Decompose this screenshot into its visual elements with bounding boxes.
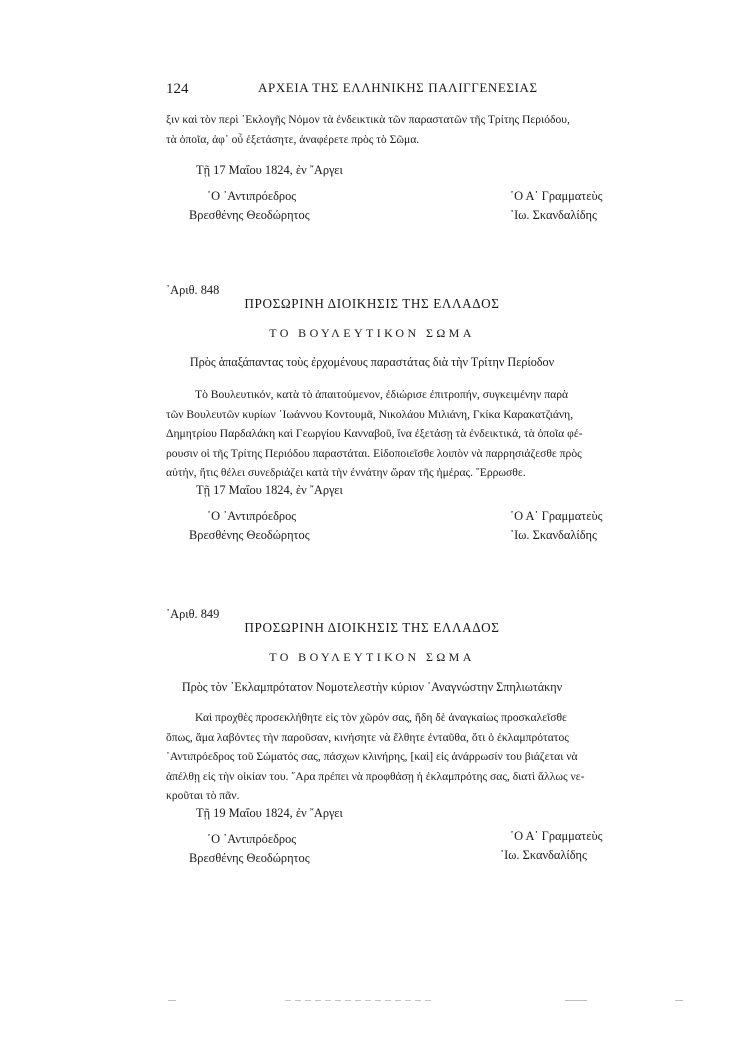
paragraph-line: τῶν Βουλευτῶν κυρίων ᾿Ιωάννου Κοντουμᾶ, Νικολάου Μιλιάνη, Γκίκα Καρακατζιάνη, <box>166 407 574 421</box>
intro-date: Τῇ 17 Μαΐου 1824, ἐν ῎Αργει <box>196 163 343 177</box>
paragraph-line: κροῦται τὸ πᾶν. <box>166 789 240 802</box>
paragraph-line: Καὶ προχθὲς προσεκλήθητε εἰς τὸν χῶρόν σας, ἤδη δὲ ἀναγκαίως προσκαλεῖσθε <box>195 711 567 724</box>
paragraph-line: ξιν καὶ τὸν περὶ ᾿Εκλογῆς Νόμον τὰ ἐνδεικτικὰ τῶν παραστατῶν τῆς Τρίτης Περιόδου, <box>166 113 570 126</box>
scan-mark <box>675 1000 683 1001</box>
doc-849-sig-left-name: Βρεσθένης Θεοδώρητος <box>189 851 310 865</box>
doc-849-subheading: ΤΟ ΒΟΥΛΕΥΤΙΚΟΝ ΣΩΜΑ <box>269 650 475 664</box>
doc-848-number: ᾿Αριθ. 848 <box>166 283 220 297</box>
paragraph-line: τὰ ὁποῖα, ἀφ᾿ οὗ ἐξετάσητε, ἀναφέρετε πρὸς τὸ Σῶμα. <box>166 132 420 146</box>
doc-849-sig-right-name: ᾿Ιω. Σκανδαλίδης <box>500 848 587 862</box>
running-title: ΑΡΧΕΙΑ ΤΗΣ ΕΛΛΗΝΙΚΗΣ ΠΑΛΙΓΓΕΝΕΣΙΑΣ <box>258 80 538 95</box>
paragraph-line: ἀπέλθῃ εἰς τὴν οἰκίαν του. ῎Αρα πρέπει νὰ προφθάσῃ ἡ ἐκλαμπρότης σας, διατὶ ἄλλως νε- <box>166 769 585 783</box>
doc-848-subheading: ΤΟ ΒΟΥΛΕΥΤΙΚΟΝ ΣΩΜΑ <box>269 326 475 340</box>
doc-848-sig-left-title: ῾Ο ᾿Αντιπρόεδρος <box>207 509 297 523</box>
intro-paragraph <box>166 110 583 149</box>
doc-849-date: Τῇ 19 Μαΐου 1824, ἐν ῎Αργει <box>196 806 343 820</box>
intro-sig-left-name: Βρεσθένης Θεοδώρητος <box>189 208 310 222</box>
doc-848-sig-right-title: ῾Ο Α᾿ Γραμματεὺς <box>510 509 603 523</box>
paragraph-line: ρουσιν οἱ τῆς Τρίτης Περιόδου παραστάται. Εἰδοποιεῖσθε λοιπὸν νὰ παρρησιάζεσθε πρὸς <box>166 446 582 460</box>
doc-848-sig-right-name: ᾿Ιω. Σκανδαλίδης <box>510 528 597 542</box>
paragraph-line: ᾿Αντιπρόεδρος τοῦ Σώματός σας, πάσχων κλινήρης, [καὶ] εἰς ἀνάρρωσίν του βιάζεται νὰ <box>166 750 578 763</box>
doc-849-number: ᾿Αριθ. 849 <box>166 607 220 621</box>
doc-849-heading: ΠΡΟΣΩΡΙΝΗ ΔΙΟΙΚΗΣΙΣ ΤΗΣ ΕΛΛΑΔΟΣ <box>244 620 500 635</box>
scan-mark <box>168 1000 176 1001</box>
paragraph-line: ὅπως, ἅμα λαβόντες τὴν παροῦσαν, κινήσητε νὰ ἔλθητε ἐνταῦθα, ὅτι ὁ ἐκλαμπρότατος <box>166 730 569 744</box>
doc-849-body <box>166 708 584 806</box>
doc-849-address: Πρὸς τὸν ᾿Εκλαμπρότατον Νομοτελεστὴν κύριον ᾿Αναγνώστην Σπηλιωτάκην <box>181 680 563 694</box>
intro-sig-right-title: ῾Ο Α᾿ Γραμματεὺς <box>510 189 603 203</box>
doc-848-sig-left-name: Βρεσθένης Θεοδώρητος <box>189 528 310 542</box>
page-number: 124 <box>166 81 189 97</box>
intro-sig-right-name: ᾿Ιω. Σκανδαλίδης <box>510 208 597 222</box>
doc-849-sig-right-title: ῾Ο Α᾿ Γραμματεὺς <box>510 829 603 843</box>
doc-848-heading: ΠΡΟΣΩΡΙΝΗ ΔΙΟΙΚΗΣΙΣ ΤΗΣ ΕΛΛΑΔΟΣ <box>244 296 500 311</box>
paragraph-line: Δημητρίου Παρδαλάκη καὶ Γεωργίου Κανναβοῦ, ἵνα ἐξετάσῃ τὰ ἐνδεικτικά, τὰ ὁποῖα φέ- <box>166 427 583 440</box>
scan-mark <box>565 1000 587 1001</box>
intro-sig-left-title: ῾Ο ᾿Αντιπρόεδρος <box>207 189 297 203</box>
doc-848-body <box>166 385 584 483</box>
paragraph-line: αὐτήν, ἥτις θέλει συνεδριάζει κατὰ τὴν ἐννάτην ὥραν τῆς ἡμέρας. ῎Ερρωσθε. <box>166 466 526 479</box>
scan-mark <box>285 1000 435 1001</box>
paragraph-line: Τὸ Βουλευτικόν, κατὰ τὸ ἀπαιτούμενον, ἐδιώρισε ἐπιτροπήν, συγκειμένην παρὰ <box>195 388 569 401</box>
doc-848-date: Τῇ 17 Μαΐου 1824, ἐν ῎Αργει <box>196 483 343 497</box>
doc-848-address: Πρὸς ἁπαξάπαντας τοὺς ἐρχομένους παραστάτας διὰ τὴν Τρίτην Περίοδον <box>189 355 555 369</box>
doc-849-sig-left-title: ῾Ο ᾿Αντιπρόεδρος <box>207 832 297 846</box>
